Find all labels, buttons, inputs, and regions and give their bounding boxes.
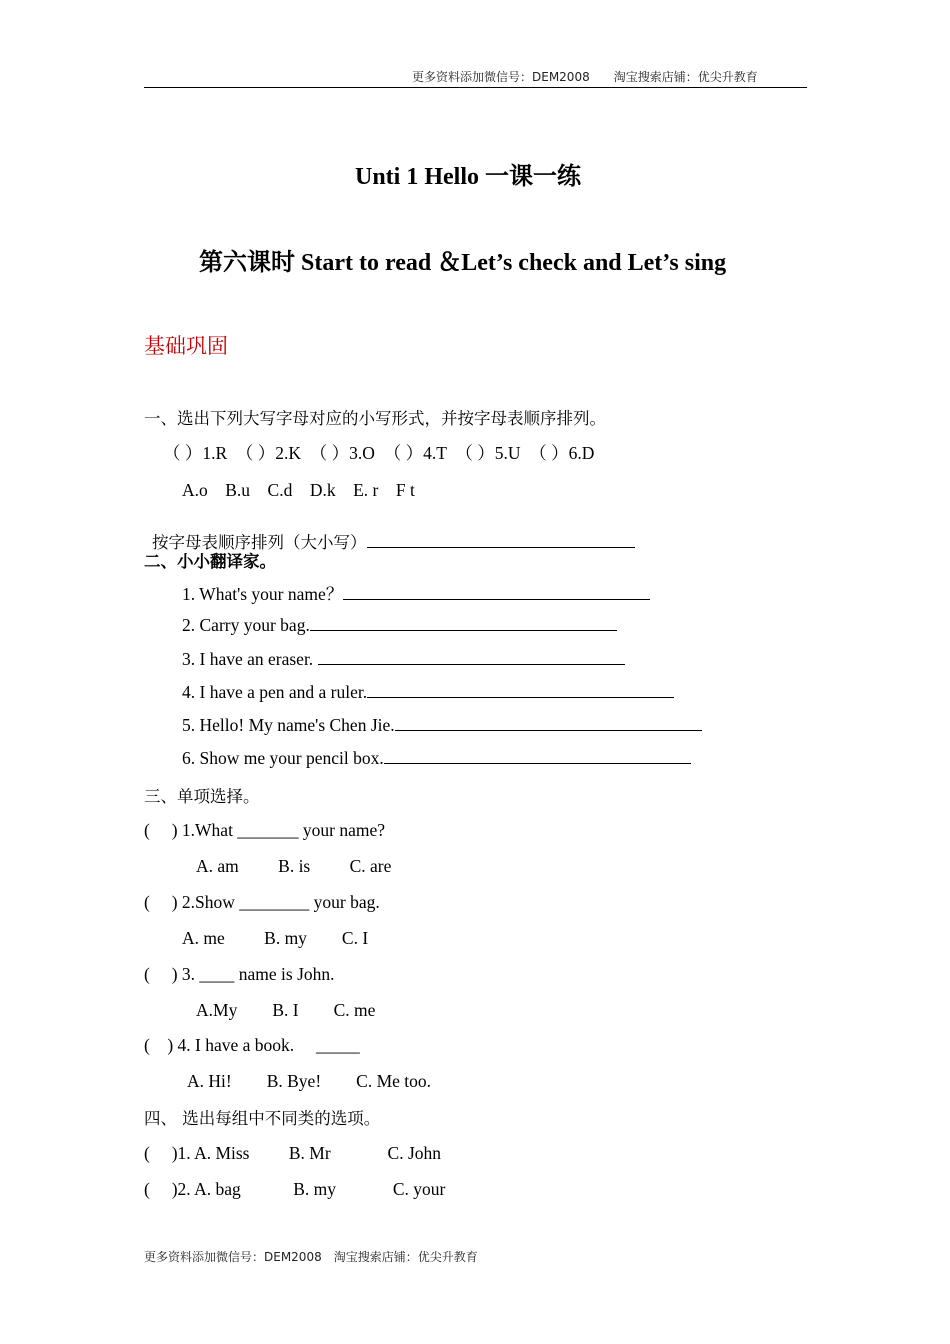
answer-blank[interactable]: [367, 531, 635, 548]
translation-sentence: 3. I have an eraser.: [182, 649, 318, 669]
translation-item: [182, 648, 625, 670]
choice-question-options: A. me B. my C. I: [182, 928, 369, 948]
choice-question-stem: ( ) 4. I have a book. _____: [144, 1035, 360, 1055]
translation-item: [182, 747, 691, 769]
translation-sentence: 1. What's your name？: [182, 584, 344, 604]
translation-sentence: 2. Carry your bag.: [182, 615, 310, 635]
answer-blank[interactable]: [310, 614, 617, 631]
choice-question-stem: ( ) 2.Show ________ your bag.: [144, 892, 380, 912]
part1-order-line: [144, 511, 635, 553]
part4-heading: 四、 选出每组中不同类的选项。: [144, 1109, 381, 1128]
translation-item: [182, 681, 674, 703]
translation-item: [182, 714, 702, 736]
part2-heading: 二、小小翻译家。: [144, 552, 276, 571]
odd-one-out-question: ( )1. A. Miss B. Mr C. John: [144, 1143, 442, 1163]
part1-order-prompt: 按字母表顺序排列（大小写）: [152, 533, 367, 552]
choice-question-options: A. Hi! B. Bye! C. Me too.: [187, 1071, 432, 1091]
translation-item: [182, 581, 650, 606]
choice-question-stem: ( ) 3. ____ name is John.: [144, 964, 335, 984]
answer-blank[interactable]: [395, 714, 702, 731]
answer-blank[interactable]: [367, 681, 674, 698]
page-title: Unti 1 Hello 一课一练: [355, 164, 581, 190]
choice-question-options: A.My B. I C. me: [196, 1000, 376, 1020]
choice-question-options: A. am B. is C. are: [196, 856, 392, 876]
part3-heading: 三、单项选择。: [144, 787, 260, 806]
answer-blank[interactable]: [318, 648, 625, 665]
translation-sentence: 5. Hello! My name's Chen Jie.: [182, 715, 395, 735]
answer-blank[interactable]: [343, 583, 650, 600]
part1-options: A.o B.u C.d D.k E. r F t: [182, 480, 415, 500]
answer-blank[interactable]: [384, 747, 691, 764]
translation-sentence: 4. I have a pen and a ruler.: [182, 682, 368, 702]
translation-item: [182, 614, 617, 636]
choice-question-stem: ( ) 1.What _______ your name?: [144, 820, 386, 840]
lesson-subtitle: 第六课时 Start to read ＆Let’s check and Let’s sing: [199, 250, 727, 276]
header-rule: [144, 87, 807, 88]
page-header: 更多资料添加微信号：DEM2008 淘宝搜索店铺：优尖升教育: [412, 70, 758, 84]
odd-one-out-question: ( )2. A. bag B. my C. your: [144, 1179, 446, 1199]
page-footer: 更多资料添加微信号：DEM2008 淘宝搜索店铺：优尖升教育: [144, 1250, 478, 1264]
part1-heading: 一、选出下列大写字母对应的小写形式，并按字母表顺序排列。: [144, 409, 606, 428]
part1-items: （ ）1.R （ ）2.K （ ）3.O （ ）4.T （ ）5.U （ ）6.D: [163, 443, 595, 463]
translation-sentence: 6. Show me your pencil box.: [182, 748, 384, 768]
section-label: 基础巩固: [144, 334, 228, 358]
